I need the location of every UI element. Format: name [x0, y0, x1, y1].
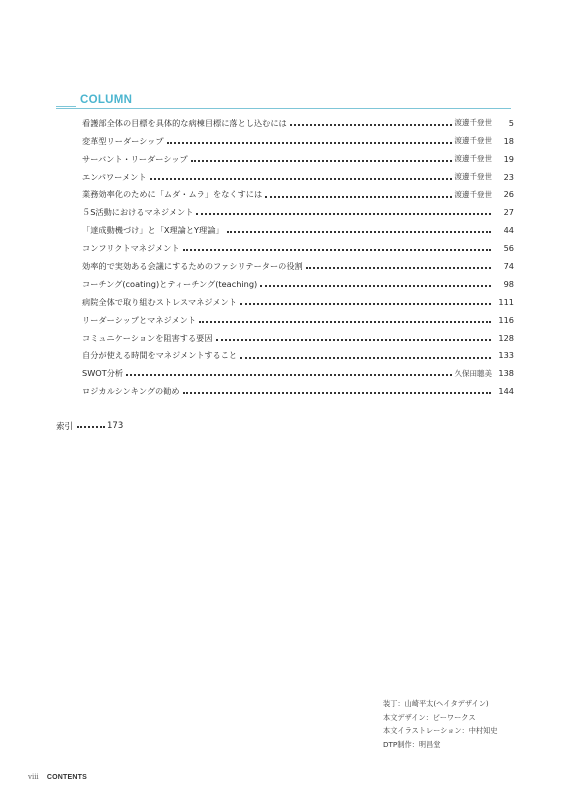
entry-title: コンフリクトマネジメント: [82, 243, 180, 254]
credit-line-design: 本文デザイン：ビーワークス: [383, 712, 476, 722]
toc-entry[interactable]: [82, 221, 514, 239]
index-label: 索引: [56, 422, 74, 432]
entry-title: SWOT分析: [82, 368, 124, 379]
column-heading: COLUMN: [80, 94, 133, 106]
toc-entry[interactable]: [82, 311, 514, 329]
dot-leader: [240, 303, 491, 305]
dot-leader: [183, 392, 491, 394]
entry-title: 効率的で実効ある会議にするためのファシリテーターの役割: [82, 260, 303, 271]
entry-title: ５S活動におけるマネジメント: [82, 207, 194, 218]
dot-leader: [199, 321, 491, 323]
entry-page: 111: [498, 296, 514, 307]
entry-page: 27: [503, 207, 514, 218]
entry-author: 渡邊千登世: [454, 118, 492, 128]
dot-leader: [265, 196, 451, 198]
page-number: viii: [28, 773, 39, 781]
entry-page: 133: [498, 350, 514, 361]
entry-page: 144: [498, 386, 514, 397]
toc-entry[interactable]: [82, 382, 514, 400]
entry-author: 渡邊千登世: [454, 153, 492, 163]
dot-leader: [183, 249, 491, 251]
credit-line-binding: 装丁：山崎平太(ヘイタデザイン): [383, 699, 489, 708]
entry-page: 56: [503, 243, 514, 254]
credit-line-dtp: DTP制作：明昌堂: [383, 739, 441, 749]
entry-page: 23: [503, 171, 514, 182]
column-toc-list: [82, 114, 514, 400]
dot-leader: [240, 357, 491, 359]
dot-leader: [196, 213, 491, 215]
dot-leader: [306, 267, 491, 269]
dot-leader: [167, 142, 452, 144]
dot-leader: [191, 160, 452, 162]
entry-page: 18: [503, 135, 514, 146]
entry-title: 変革型リーダーシップ: [82, 135, 164, 146]
toc-entry[interactable]: [82, 257, 514, 275]
dot-leader: [290, 124, 452, 126]
toc-entry[interactable]: [82, 347, 514, 365]
dot-leader: [150, 178, 452, 180]
entry-page: 44: [503, 225, 514, 236]
index-entry[interactable]: [56, 420, 123, 432]
entry-title: 病院全体で取り組むストレスマネジメント: [82, 296, 237, 307]
entry-page: 128: [498, 332, 514, 343]
entry-author: 渡邊千登世: [454, 136, 492, 146]
toc-entry[interactable]: [82, 239, 514, 257]
entry-title: 「達成動機づけ」と「X理論とY理論」: [82, 225, 224, 236]
header-rule: [56, 108, 511, 109]
entry-title: サーバント・リーダーシップ: [82, 153, 188, 164]
header-rule-tick: [56, 106, 76, 107]
footer-label: CONTENTS: [46, 774, 88, 781]
toc-entry[interactable]: [82, 168, 514, 186]
toc-entry[interactable]: [82, 132, 514, 150]
toc-entry[interactable]: [82, 186, 514, 204]
entry-title: コーチング(coating)とティーチング(teaching): [82, 278, 258, 289]
column-section-header: [56, 95, 511, 109]
entry-page: 74: [503, 260, 514, 271]
dot-leader: [216, 339, 491, 341]
production-credits: [383, 697, 498, 751]
entry-author: 久保田聴美: [454, 368, 492, 378]
toc-entry[interactable]: [82, 364, 514, 382]
entry-title: コミュニケーションを阻害する要因: [82, 332, 213, 343]
dot-leader: [77, 426, 105, 428]
toc-entry[interactable]: [82, 150, 514, 168]
dot-leader: [227, 231, 491, 233]
entry-title: リーダーシップとマネジメント: [82, 314, 197, 325]
entry-title: エンパワーメント: [82, 171, 147, 182]
toc-entry[interactable]: [82, 329, 514, 347]
dot-leader: [126, 374, 451, 376]
entry-page: 19: [503, 153, 514, 164]
entry-page: 5: [508, 117, 514, 128]
entry-title: 自分が使える時間をマネジメントすること: [82, 350, 238, 361]
page-footer: [28, 773, 87, 781]
entry-page: 116: [498, 314, 514, 325]
entry-title: ロジカルシンキングの勧め: [82, 386, 180, 397]
toc-entry[interactable]: [82, 203, 514, 221]
entry-title: 業務効率化のために「ムダ・ムラ」をなくすには: [82, 189, 263, 200]
toc-entry[interactable]: [82, 114, 514, 132]
entry-author: 渡邊千登世: [454, 189, 492, 199]
entry-page: 26: [503, 189, 514, 200]
credit-line-illustration: 本文イラストレーション：中村知史: [383, 726, 498, 735]
index-page: 173: [107, 421, 124, 431]
toc-entry[interactable]: [82, 293, 514, 311]
entry-title: 看護部全体の目標を具体的な病棟目標に落とし込むには: [82, 117, 287, 128]
entry-page: 98: [503, 278, 514, 289]
entry-page: 138: [498, 368, 514, 379]
dot-leader: [260, 285, 491, 287]
toc-entry[interactable]: [82, 275, 514, 293]
entry-author: 渡邊千登世: [454, 171, 492, 181]
